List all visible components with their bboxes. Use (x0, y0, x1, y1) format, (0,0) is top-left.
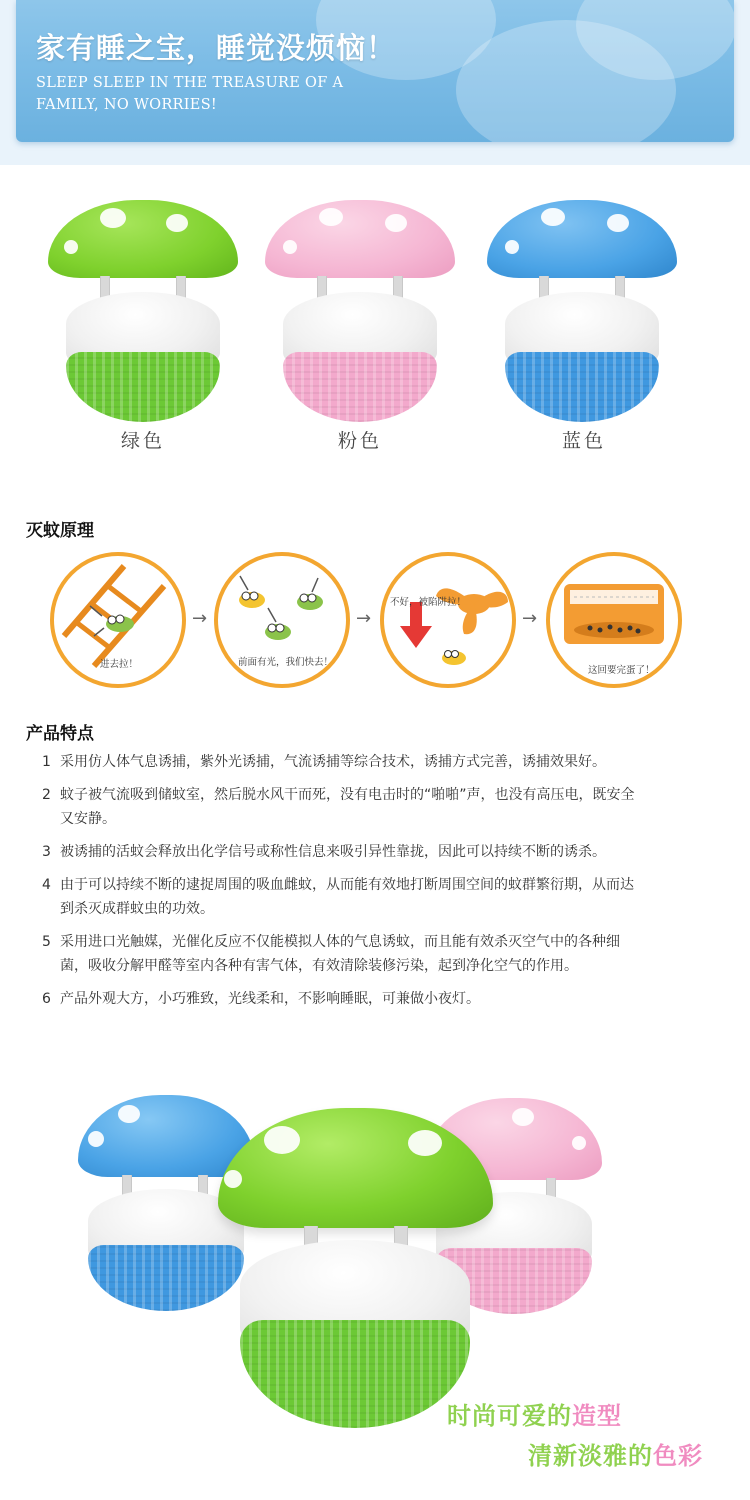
lamp-base (240, 1320, 470, 1428)
feature-text: 被诱捕的活蚊会释放出化学信号或称性信息来吸引异性靠拢，因此可以持续不断的诱杀。 (60, 844, 606, 860)
arrow-right-icon: → (192, 608, 208, 629)
feature-item (42, 873, 642, 921)
lamp-spot (224, 1170, 242, 1188)
feature-item (42, 783, 642, 831)
lamp-spot (319, 208, 343, 226)
lamp-spot (100, 208, 126, 228)
arrow-right-icon: → (522, 608, 538, 629)
lamp-base (66, 352, 220, 422)
feature-item (42, 930, 642, 978)
lamp-cap (48, 200, 238, 278)
feature-text: 蚊子被气流吸到储蚊室，然后脱水风干而死，没有电击时的“啪啪”声，也没有高压电，既安全又安静。 (60, 787, 635, 827)
lamp-green (48, 200, 238, 420)
lamp-cap (265, 200, 455, 278)
lamp-spot (118, 1105, 140, 1123)
banner-subtitle-line2: FAMILY, NO WORRIES! (36, 97, 218, 113)
lamp-spot (64, 240, 78, 254)
principle-step-2 (214, 552, 350, 688)
lamp-spot (607, 214, 629, 232)
feature-number: 4 (42, 877, 51, 893)
lamp-spot (541, 208, 565, 226)
banner-subtitle-line1: SLEEP SLEEP IN THE TREASURE OF A (36, 75, 344, 91)
principle-title: 灭蚊原理 (26, 521, 94, 541)
principle-step-caption: 进去拉！ (100, 659, 139, 670)
principle-step-caption: 不好，被陷阱拉！ (390, 597, 467, 608)
principle-step-1 (50, 552, 186, 688)
slogan-color (528, 1436, 703, 1471)
arrow-right-icon: → (356, 608, 372, 629)
feature-text: 由于可以持续不断的逮捉周围的吸血雌蚊，从而能有效地打断周围空间的蚊群繁衍期，从而达到杀灭成群蚊虫的功效。 (60, 877, 634, 917)
feature-item (42, 987, 642, 1011)
slogan-color-highlight: 色彩 (653, 1442, 703, 1470)
lamp-spot (283, 240, 297, 254)
features-list (42, 750, 642, 1020)
banner-subtitle (36, 72, 343, 116)
lamp-spot (385, 214, 407, 232)
lamp-blue (487, 200, 677, 420)
lamp-spot (166, 214, 188, 232)
fan-suction-illustration (384, 556, 512, 684)
feature-text: 产品外观大方，小巧雅致，光线柔和，不影响睡眠，可兼做小夜灯。 (60, 991, 480, 1007)
lamp-cap (487, 200, 677, 278)
lamp-spot (512, 1108, 534, 1126)
lamp-spot (88, 1131, 104, 1147)
lamp-cap (218, 1108, 493, 1228)
lamp-green-front (218, 1108, 493, 1438)
lamp-base (505, 352, 659, 422)
feature-number: 3 (42, 844, 51, 860)
lamp-base (283, 352, 437, 422)
lamp-spot (572, 1136, 586, 1150)
principle-step-caption: 前面有光，我们快去！ (238, 657, 334, 668)
color-label-pink: 粉色 (337, 430, 382, 452)
lamp-spot (505, 240, 519, 254)
slogan-shape-text: 时尚可爱的 (447, 1402, 572, 1430)
feature-text: 采用进口光触媒，光催化反应不仅能模拟人体的气息诱蚊，而且能有效杀灭空气中的各种细菌，吸收分解甲醛等室内各种有害气体，有效清除装修污染，起到净化空气的作用。 (60, 934, 620, 974)
principle-step-4 (546, 552, 682, 688)
feature-item (42, 750, 642, 774)
slogan-color-text: 清新淡雅的 (528, 1442, 653, 1470)
feature-text: 采用仿人体气息诱捕，紫外光诱捕，气流诱捕等综合技术，诱捕方式完善，诱捕效果好。 (60, 754, 606, 770)
lamp-spot (408, 1130, 442, 1156)
header-banner (16, 0, 734, 142)
header-banner-area (0, 0, 750, 165)
slogan-shape (447, 1396, 622, 1431)
feature-number: 2 (42, 787, 51, 803)
features-title: 产品特点 (26, 724, 94, 744)
feature-item (42, 840, 642, 864)
principle-step-3 (380, 552, 516, 688)
feature-number: 6 (42, 991, 51, 1007)
feature-number: 5 (42, 934, 51, 950)
feature-number: 1 (42, 754, 51, 770)
slogan-shape-highlight: 造型 (572, 1402, 622, 1430)
banner-title: 家有睡之宝，睡觉没烦恼！ (36, 31, 397, 65)
lamp-spot (264, 1126, 300, 1154)
lamp-pink (265, 200, 455, 420)
color-label-green: 绿色 (120, 430, 165, 452)
principle-step-caption: 这回要完蛋了！ (588, 665, 655, 676)
color-label-blue: 蓝色 (561, 430, 606, 452)
